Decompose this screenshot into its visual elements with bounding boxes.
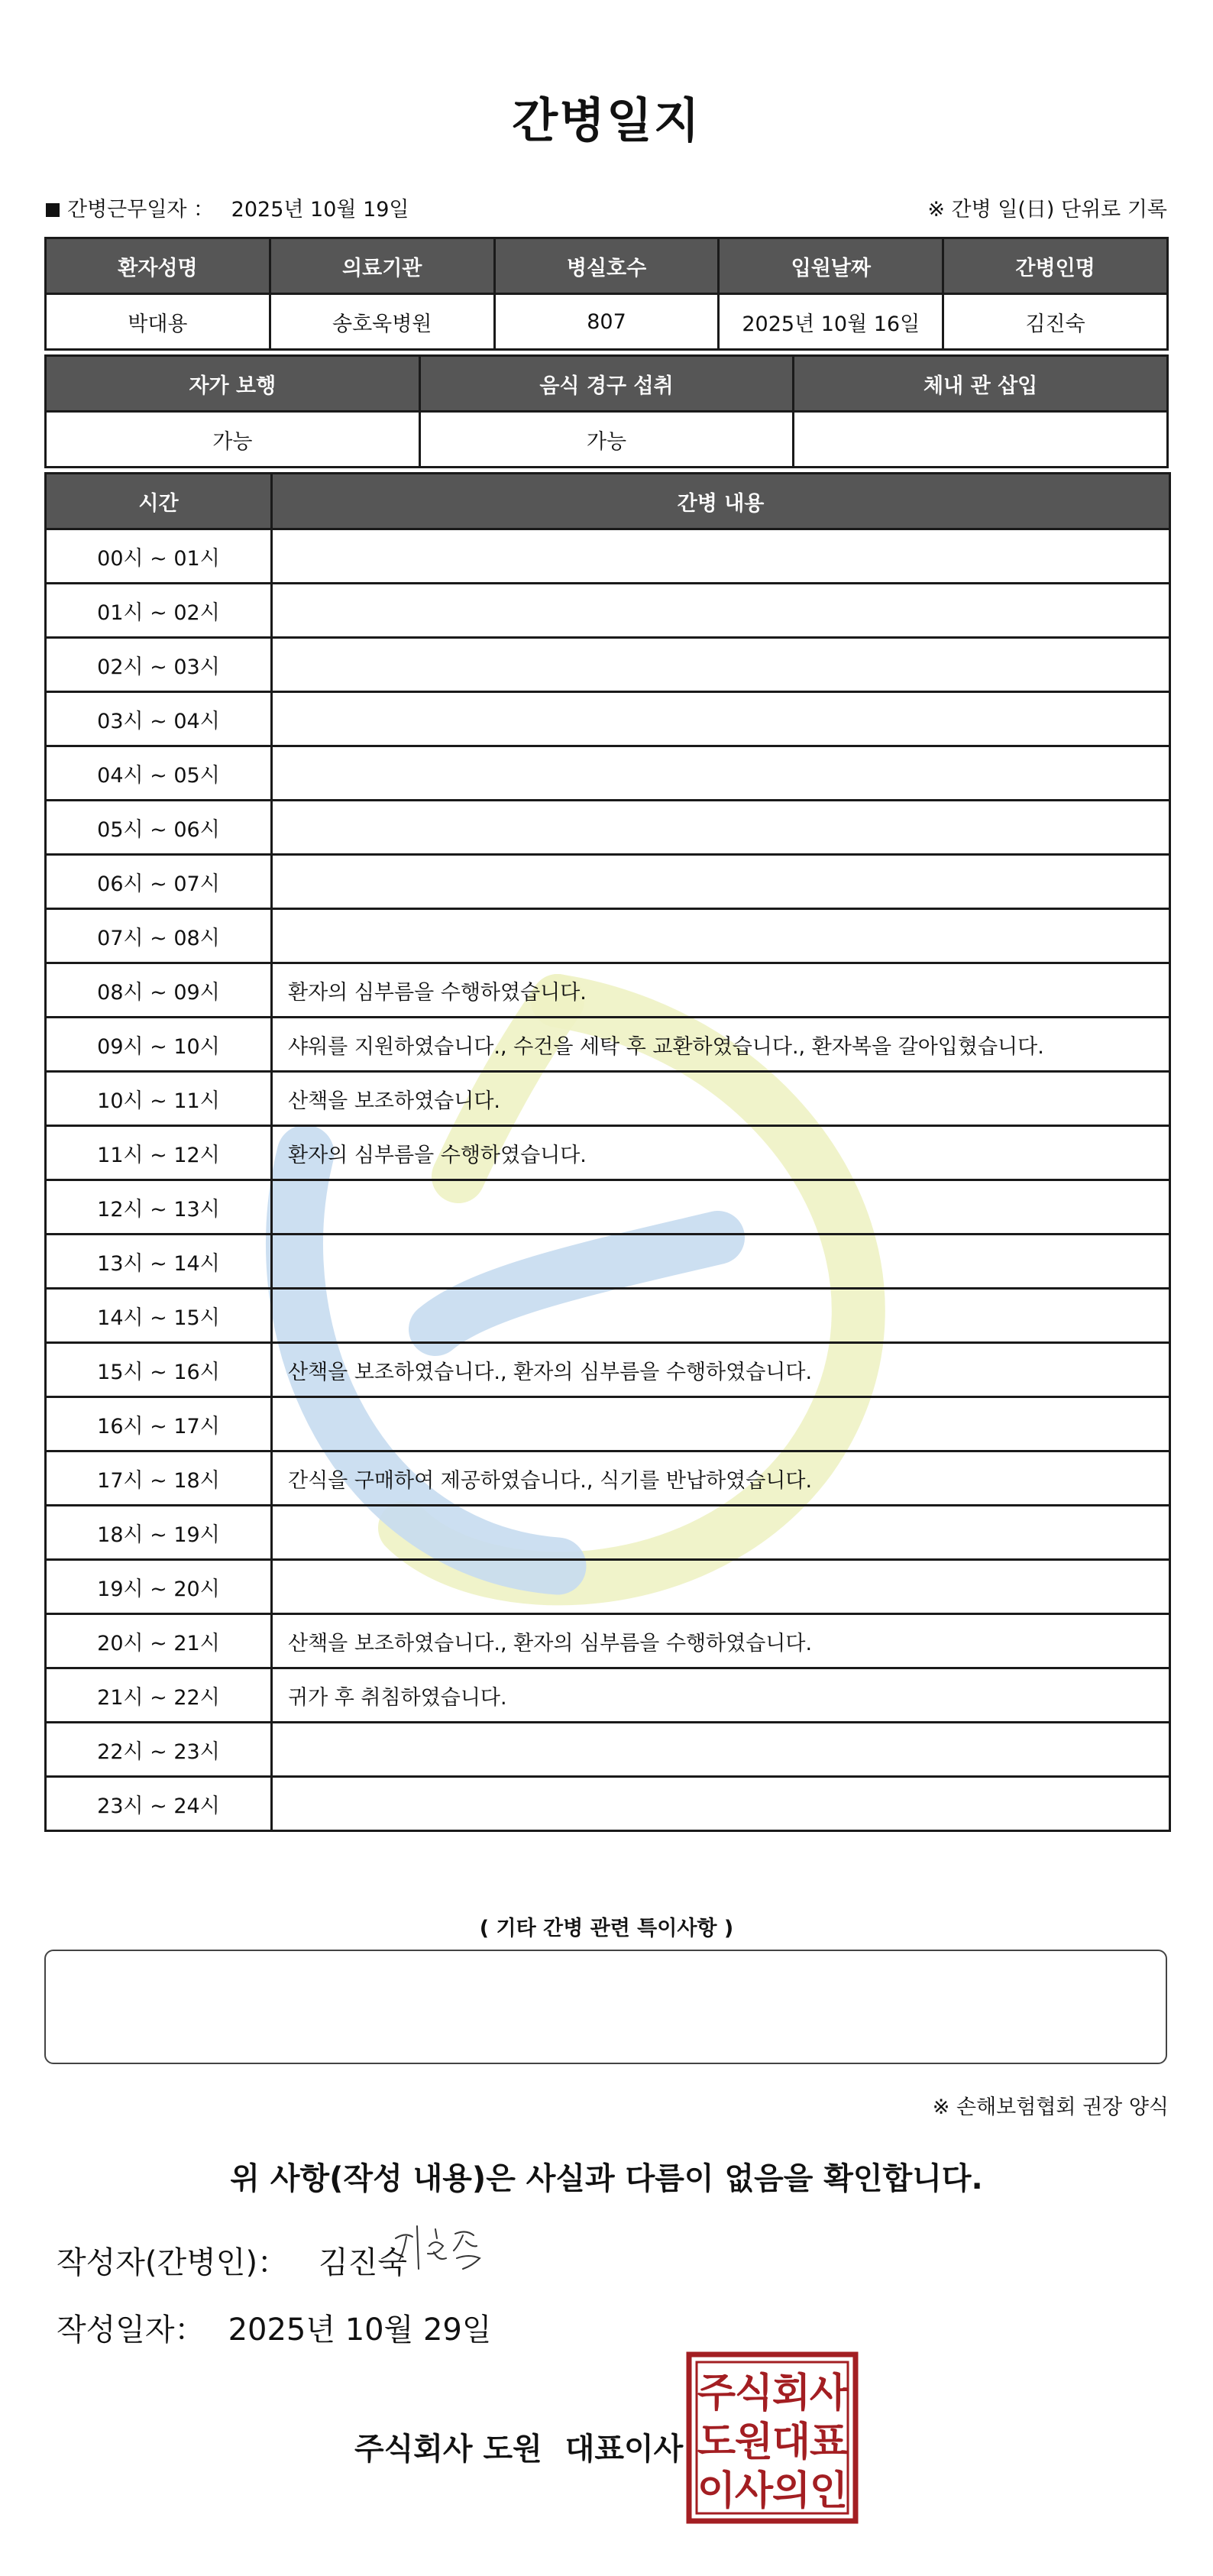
table-row [46,294,1168,350]
admission-date: 2025년 10월 16일 [719,294,943,350]
care-content: 환자의 심부름을 수행하였습니다. [272,963,1170,1018]
care-content: 샤워를 지원하였습니다., 수건을 세탁 후 교환하였습니다., 환자복을 갈아입혔습니다. [272,1018,1170,1072]
time-slot: 05시 ~ 06시 [46,801,272,855]
time-slot: 03시 ~ 04시 [46,692,272,746]
table-row [46,1506,1170,1560]
care-content [272,529,1170,584]
seal-character: 이 [697,2468,736,2514]
time-slot: 18시 ~ 19시 [46,1506,272,1560]
time-slot: 19시 ~ 20시 [46,1560,272,1614]
care-content [272,692,1170,746]
time-slot: 20시 ~ 21시 [46,1614,272,1668]
care-content [272,909,1170,963]
table-row [46,909,1170,963]
time-slot: 21시 ~ 22시 [46,1668,272,1723]
confirmation-statement: 위 사항(작성 내용)은 사실과 다름이 없음을 확인합니다. [230,2161,983,2196]
writer-label: 작성자(간병인)： [57,2245,289,2280]
tube-insertion-value [794,412,1168,468]
seal-character: 사 [809,2371,849,2416]
care-content [272,584,1170,638]
seal-character: 회 [771,2371,811,2416]
table-row [46,1777,1170,1831]
company-row [354,2425,683,2468]
table-header-row [46,474,1170,529]
time-slot: 00시 ~ 01시 [46,529,272,584]
care-content [272,855,1170,909]
care-content: 산책을 보조하였습니다., 환자의 심부름을 수행하였습니다. [272,1343,1170,1397]
patient-name: 박대용 [46,294,270,350]
table-row [46,1560,1170,1614]
table-row [46,1397,1170,1451]
caregiver-name: 김진숙 [943,294,1168,350]
care-content [272,1289,1170,1343]
time-slot: 22시 ~ 23시 [46,1723,272,1777]
ceo-label: 대표이사 [564,2432,684,2467]
table-row [46,1614,1170,1668]
header-hospital: 의료기관 [270,238,494,294]
care-content [272,746,1170,801]
writer-name: 김진숙 [319,2245,407,2280]
hospital-name: 송호욱병원 [270,294,494,350]
remarks-title: ( 기타 간병 관련 특이사항 ) [479,1917,734,1940]
work-date-label: 간병근무일자 ： [67,198,215,222]
handwritten-signature [390,2215,489,2284]
seal-character: 표 [809,2419,849,2465]
time-slot: 09시 ~ 10시 [46,1018,272,1072]
time-slot: 08시 ~ 09시 [46,963,272,1018]
time-slot: 12시 ~ 13시 [46,1180,272,1235]
table-row [46,1289,1170,1343]
care-content [272,1506,1170,1560]
time-slot: 07시 ~ 08시 [46,909,272,963]
table-row [46,638,1170,692]
care-content: 귀가 후 취침하였습니다. [272,1668,1170,1723]
care-content [272,1560,1170,1614]
time-slot: 16시 ~ 17시 [46,1397,272,1451]
patient-info-table [44,237,1169,351]
time-slot: 10시 ~ 11시 [46,1072,272,1126]
care-log-table [44,472,1171,1832]
recommended-form-note: ※ 손해보험협회 권장 양식 [932,2095,1169,2119]
care-content [272,1397,1170,1451]
header-self-walking: 자가 보행 [46,356,420,412]
care-content [272,1777,1170,1831]
care-content [272,1235,1170,1289]
time-slot: 04시 ~ 05시 [46,746,272,801]
seal-character: 원 [734,2419,774,2465]
seal-character: 사 [734,2468,774,2514]
writer-row [57,2238,407,2282]
header-tube-insertion: 체내 관 삽입 [794,356,1168,412]
table-header-row [46,356,1168,412]
work-date-row [46,193,409,222]
work-date-value: 2025년 10월 19일 [231,198,409,222]
care-content: 산책을 보조하였습니다. [272,1072,1170,1126]
table-row [46,412,1168,468]
remarks-box [44,1950,1167,2064]
header-oral-intake: 음식 경구 섭취 [419,356,794,412]
header-patient-name: 환자성명 [46,238,270,294]
care-content: 간식을 구매하여 제공하였습니다., 식기를 반납하였습니다. [272,1451,1170,1506]
write-date-value: 2025년 10월 29일 [228,2312,492,2348]
table-row [46,1723,1170,1777]
time-slot: 01시 ~ 02시 [46,584,272,638]
table-row [46,746,1170,801]
header-caregiver-name: 간병인명 [943,238,1168,294]
record-unit-note: ※ 간병 일(日) 단위로 기록 [927,198,1167,222]
write-date-row [57,2306,492,2349]
table-row [46,692,1170,746]
square-bullet-icon [46,203,60,217]
seal-character: 의 [771,2468,811,2514]
table-row [46,584,1170,638]
care-content [272,638,1170,692]
table-row [46,1018,1170,1072]
seal-character: 대 [771,2419,811,2465]
header-care-content: 간병 내용 [272,474,1170,529]
table-row [46,1343,1170,1397]
table-row [46,1180,1170,1235]
seal-character: 도 [697,2419,736,2465]
header-admission-date: 입원날짜 [719,238,943,294]
table-row [46,1668,1170,1723]
table-row [46,801,1170,855]
oral-intake-value: 가능 [419,412,794,468]
seal-character: 인 [809,2468,849,2514]
table-row [46,1235,1170,1289]
page-title: 간병일지 [512,92,701,148]
care-content [272,801,1170,855]
time-slot: 11시 ~ 12시 [46,1126,272,1180]
time-slot: 14시 ~ 15시 [46,1289,272,1343]
care-content [272,1180,1170,1235]
care-content: 산책을 보조하였습니다., 환자의 심부름을 수행하였습니다. [272,1614,1170,1668]
write-date-label: 작성일자： [57,2312,205,2348]
table-row [46,963,1170,1018]
care-content [272,1723,1170,1777]
seal-character: 주 [697,2371,736,2416]
company-name: 주식회사 도원 [354,2432,542,2467]
seal-character: 식 [734,2371,774,2416]
table-row [46,529,1170,584]
company-seal-stamp [686,2351,859,2524]
patient-status-table [44,354,1169,468]
time-slot: 06시 ~ 07시 [46,855,272,909]
header-room-number: 병실호수 [494,238,719,294]
time-slot: 02시 ~ 03시 [46,638,272,692]
table-row [46,1072,1170,1126]
time-slot: 15시 ~ 16시 [46,1343,272,1397]
time-slot: 17시 ~ 18시 [46,1451,272,1506]
time-slot: 23시 ~ 24시 [46,1777,272,1831]
care-content: 환자의 심부름을 수행하였습니다. [272,1126,1170,1180]
table-header-row [46,238,1168,294]
header-time: 시간 [46,474,272,529]
table-row [46,1451,1170,1506]
table-row [46,1126,1170,1180]
table-row [46,855,1170,909]
room-number: 807 [494,294,719,350]
time-slot: 13시 ~ 14시 [46,1235,272,1289]
self-walking-value: 가능 [46,412,420,468]
